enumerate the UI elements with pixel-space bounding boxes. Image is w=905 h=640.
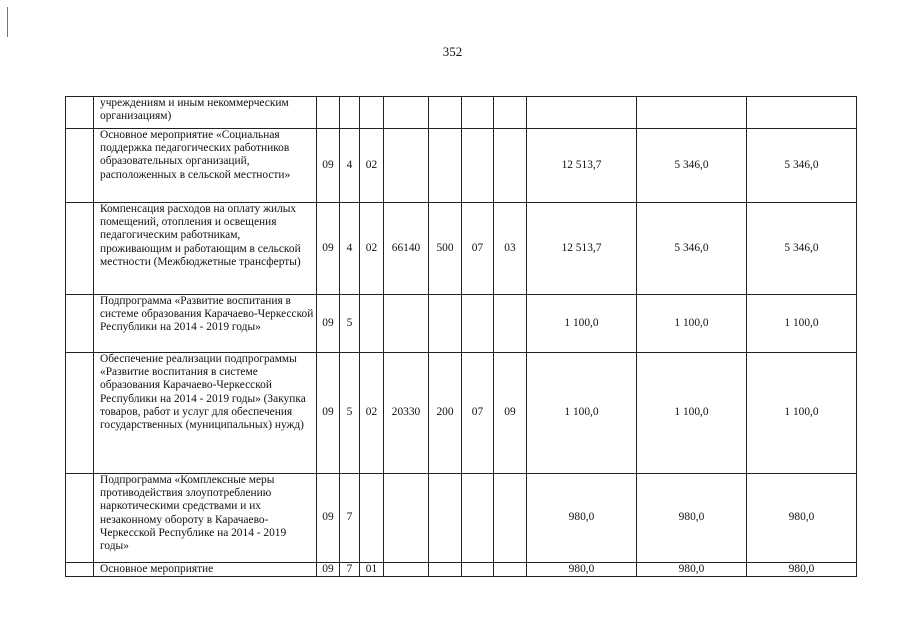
code-section-cell (462, 474, 494, 563)
code-direction-cell (384, 295, 429, 353)
sum-year1-cell: 980,0 (527, 474, 637, 563)
scan-edge-mark (7, 7, 8, 37)
item-name-cell: Обеспечение реализации подпрограммы «Развитие воспитания в системе образования Карачаево-Черкесской Республики на 2014 - 2019 годы» (Закупка товаров, работ и услуг для обеспечения государственных (муниципальных) нужд) (94, 353, 317, 474)
sum-year2-cell: 1 100,0 (637, 295, 747, 353)
code-subprogram-cell: 02 (360, 353, 384, 474)
code-expense-type-cell: 500 (429, 203, 462, 295)
table-row (66, 97, 857, 129)
code-program-cell (340, 97, 360, 129)
code-expense-type-cell: 200 (429, 353, 462, 474)
code-subprogram-cell (360, 474, 384, 563)
code-ministry-cell: 09 (317, 474, 340, 563)
code-subprogram-cell (360, 295, 384, 353)
sum-year1-cell: 1 100,0 (527, 353, 637, 474)
item-name-cell: Компенсация расходов на оплату жилых помещений, отопления и освещения педагогическим работникам, проживающим и работающим в сельской местности (Межбюджетные трансферты) (94, 203, 317, 295)
sum-year3-cell: 1 100,0 (747, 295, 857, 353)
code-expense-type-cell (429, 563, 462, 577)
code-section-cell (462, 563, 494, 577)
sum-year1-cell: 12 513,7 (527, 203, 637, 295)
blank-cell (66, 203, 94, 295)
code-program-cell: 5 (340, 295, 360, 353)
code-subsection-cell: 03 (494, 203, 527, 295)
code-expense-type-cell (429, 97, 462, 129)
blank-cell (66, 353, 94, 474)
code-direction-cell (384, 563, 429, 577)
sum-year2-cell: 5 346,0 (637, 129, 747, 203)
code-section-cell (462, 295, 494, 353)
code-subprogram-cell: 02 (360, 129, 384, 203)
code-subsection-cell (494, 295, 527, 353)
code-direction-cell: 20330 (384, 353, 429, 474)
sum-year3-cell: 980,0 (747, 474, 857, 563)
sum-year3-cell: 980,0 (747, 563, 857, 577)
code-subsection-cell (494, 97, 527, 129)
table-row (66, 295, 857, 353)
code-ministry-cell (317, 97, 340, 129)
code-ministry-cell: 09 (317, 129, 340, 203)
code-subsection-cell (494, 474, 527, 563)
code-ministry-cell: 09 (317, 353, 340, 474)
blank-cell (66, 129, 94, 203)
sum-year2-cell: 1 100,0 (637, 353, 747, 474)
sum-year1-cell: 1 100,0 (527, 295, 637, 353)
code-program-cell: 7 (340, 474, 360, 563)
item-name-cell: учреждениям и иным некоммерческим организациям) (94, 97, 317, 129)
code-program-cell: 7 (340, 563, 360, 577)
sum-year3-cell (747, 97, 857, 129)
sum-year1-cell (527, 97, 637, 129)
code-direction-cell (384, 474, 429, 563)
code-section-cell: 07 (462, 203, 494, 295)
table-row (66, 353, 857, 474)
code-ministry-cell: 09 (317, 203, 340, 295)
code-subsection-cell: 09 (494, 353, 527, 474)
code-subsection-cell (494, 129, 527, 203)
table-row (66, 474, 857, 563)
item-name-cell: Подпрограмма «Комплексные меры противодействия злоупотреблению наркотическими средствами и их незаконному обороту в Карачаево-Черкесской Республике на 2014 - 2019 годы» (94, 474, 317, 563)
budget-table (65, 96, 857, 577)
blank-cell (66, 97, 94, 129)
table-row (66, 129, 857, 203)
sum-year3-cell: 1 100,0 (747, 353, 857, 474)
sum-year2-cell (637, 97, 747, 129)
code-subprogram-cell: 01 (360, 563, 384, 577)
code-program-cell: 5 (340, 353, 360, 474)
code-subprogram-cell (360, 97, 384, 129)
table-row (66, 563, 857, 577)
code-program-cell: 4 (340, 203, 360, 295)
code-section-cell: 07 (462, 353, 494, 474)
blank-cell (66, 474, 94, 563)
code-subprogram-cell: 02 (360, 203, 384, 295)
blank-cell (66, 563, 94, 577)
sum-year3-cell: 5 346,0 (747, 203, 857, 295)
sum-year2-cell: 5 346,0 (637, 203, 747, 295)
sum-year1-cell: 12 513,7 (527, 129, 637, 203)
code-direction-cell (384, 129, 429, 203)
table-row (66, 203, 857, 295)
code-ministry-cell: 09 (317, 563, 340, 577)
sum-year2-cell: 980,0 (637, 563, 747, 577)
code-ministry-cell: 09 (317, 295, 340, 353)
item-name-cell: Основное мероприятие (94, 563, 317, 577)
sum-year3-cell: 5 346,0 (747, 129, 857, 203)
sum-year1-cell: 980,0 (527, 563, 637, 577)
code-direction-cell: 66140 (384, 203, 429, 295)
code-expense-type-cell (429, 474, 462, 563)
blank-cell (66, 295, 94, 353)
item-name-cell: Подпрограмма «Развитие воспитания в системе образования Карачаево-Черкесской Республики на 2014 - 2019 годы» (94, 295, 317, 353)
code-expense-type-cell (429, 129, 462, 203)
code-subsection-cell (494, 563, 527, 577)
code-section-cell (462, 97, 494, 129)
code-direction-cell (384, 97, 429, 129)
sum-year2-cell: 980,0 (637, 474, 747, 563)
code-expense-type-cell (429, 295, 462, 353)
item-name-cell: Основное мероприятие «Социальная поддержка педагогических работников образовательных организаций, расположенных в сельской местности» (94, 129, 317, 203)
code-program-cell: 4 (340, 129, 360, 203)
page-number: 352 (442, 44, 463, 59)
code-section-cell (462, 129, 494, 203)
